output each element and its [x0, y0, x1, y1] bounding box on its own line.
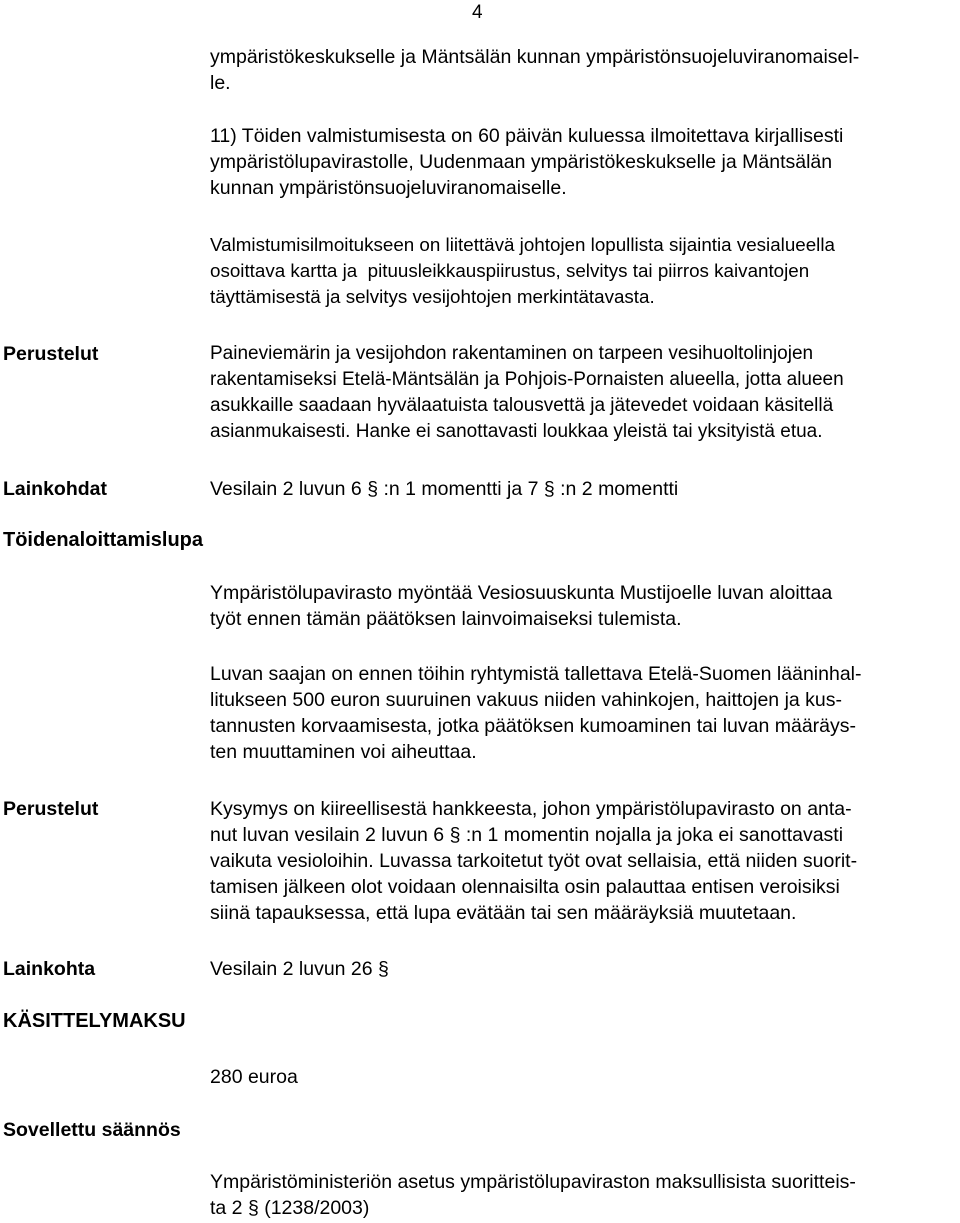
reasoning-line: asianmukaisesti. Hanke ei sanottavasti loukkaa yleistä tai yksityistä etua. [210, 421, 823, 442]
clause-11-line: kunnan ympäristönsuojeluviranomaiselle. [210, 177, 567, 199]
security-deposit-line: litukseen 500 euron suuruinen vakuus niiden vahinkojen, haittojen ja kus- [210, 689, 842, 711]
security-deposit-line: tannusten korvaamisesta, jotka päätöksen kumoaminen tai luvan määräys- [210, 715, 857, 737]
intro-line: le. [210, 72, 231, 94]
completion-notice-paragraph [210, 232, 958, 310]
start-permit-line: Ympäristölupavirasto myöntää Vesiosuuskunta Mustijoelle luvan aloittaa [210, 582, 833, 604]
clause-11-paragraph [210, 123, 958, 201]
start-permit-heading: Töidenaloittamislupa [3, 529, 204, 551]
provision-label: Lainkohta [3, 958, 96, 980]
page-number: 4 [472, 2, 483, 23]
reasoning-label: Perustelut [3, 798, 99, 820]
reasoning-line: rakentamiseksi Etelä-Mäntsälän ja Pohjois-Pornaisten alueella, jotta alueen [210, 369, 844, 390]
intro-paragraph [210, 44, 958, 96]
fee-amount: 280 euroa [210, 1066, 298, 1088]
urgency-reasoning-line: nut luvan vesilain 2 luvun 6 § :n 1 momentin nojalla ja joka ei sanottavasti [210, 824, 844, 846]
reasoning-line: asukkaille saadaan hyvälaatuista talousvettä ja jätevedet voidaan käsitellä [210, 395, 834, 416]
urgency-reasoning-paragraph [210, 796, 958, 926]
clause-11-line: 11) Töiden valmistumisesta on 60 päivän kuluessa ilmoitettava kirjallisesti [210, 125, 844, 147]
urgency-reasoning-line: tamisen jälkeen olot voidaan olennaisilta osin palauttaa entisen veroisiksi [210, 876, 840, 898]
reasoning-line: Paineviemärin ja vesijohdon rakentaminen on tarpeen vesihuoltolinjojen [210, 343, 814, 364]
provisions-text: Vesilain 2 luvun 6 § :n 1 momentti ja 7 § :n 2 momentti [210, 478, 679, 500]
fee-heading: KÄSITTELYMAKSU [3, 1010, 186, 1032]
reasoning-paragraph [210, 341, 958, 445]
provisions-label: Lainkohdat [3, 478, 108, 500]
completion-notice-line: osoittava kartta ja pituusleikkauspiirustus, selvitys tai piirros kaivantojen [210, 260, 810, 281]
urgency-reasoning-line: siinä tapauksessa, että lupa evätään tai sen määräyksiä muutetaan. [210, 902, 797, 924]
urgency-reasoning-line: vaikuta vesioloihin. Luvassa tarkoitetut työt ovat sellaisia, että niiden suorit- [210, 850, 858, 872]
applied-rule-line: Ympäristöministeriön asetus ympäristölupaviraston maksullisista suoritteis- [210, 1171, 856, 1193]
applied-rule-label: Sovellettu säännös [3, 1119, 181, 1141]
security-deposit-line: ten muuttaminen voi aiheuttaa. [210, 741, 477, 763]
completion-notice-line: täyttämisestä ja selvitys vesijohtojen merkintätavasta. [210, 286, 655, 307]
intro-line: ympäristökeskukselle ja Mäntsälän kunnan ympäristönsuojeluviranomaisel- [210, 46, 860, 68]
start-permit-line: työt ennen tämän päätöksen lainvoimaiseksi tulemista. [210, 608, 682, 630]
reasoning-label: Perustelut [3, 343, 99, 365]
clause-11-line: ympäristölupavirastolle, Uudenmaan ympäristökeskukselle ja Mäntsälän [210, 151, 833, 173]
provision-text: Vesilain 2 luvun 26 § [210, 958, 389, 980]
applied-rule-line: ta 2 § (1238/2003) [210, 1197, 370, 1219]
urgency-reasoning-line: Kysymys on kiireellisestä hankkeesta, johon ympäristölupavirasto on anta- [210, 798, 852, 820]
completion-notice-line: Valmistumisilmoitukseen on liitettävä johtojen lopullista sijaintia vesialueella [210, 234, 835, 255]
applied-rule-paragraph [210, 1169, 958, 1221]
security-deposit-line: Luvan saajan on ennen töihin ryhtymistä tallettava Etelä-Suomen lääninhal- [210, 663, 862, 685]
start-permit-paragraph [210, 580, 958, 632]
security-deposit-paragraph [210, 661, 958, 765]
